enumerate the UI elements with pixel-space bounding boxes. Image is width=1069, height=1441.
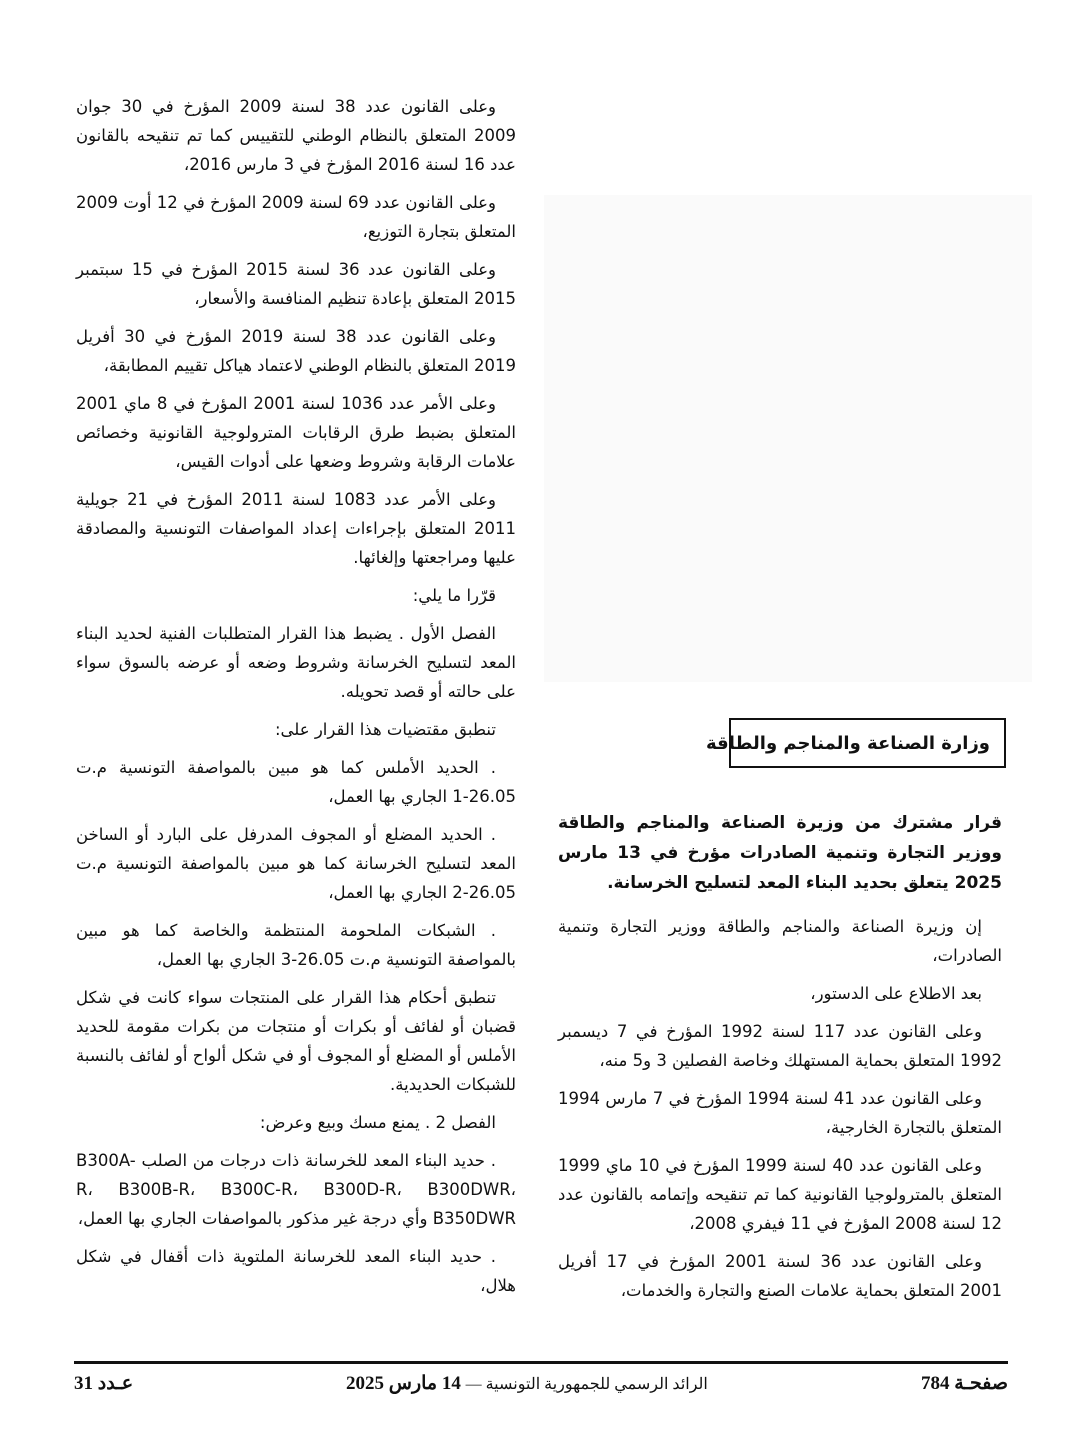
list-item: . حديد البناء المعد للخرسانة ذات درجات من الصلب B300A-R، B300B-R، B300C-R، B300D-R، B300DWR، B350DWR وأي درجة غير مذكور بالمواصفات الجاري بها العمل، bbox=[76, 1151, 516, 1228]
left-column bbox=[76, 92, 516, 1309]
paragraph: وعلى القانون عدد 36 لسنة 2001 المؤرخ في 17 أفريل 2001 المتعلق بحماية علامات الصنع والتجارة والخدمات، bbox=[558, 1252, 1002, 1300]
ministry-box bbox=[706, 718, 1006, 768]
page-footer bbox=[74, 1372, 1008, 1400]
list-item: . الحديد الأملس كما هو مبين بالمواصفة التونسية م.ت 26.05-1 الجاري بها العمل، bbox=[76, 758, 516, 806]
footer-divider bbox=[74, 1361, 1008, 1364]
article-1: الفصل الأول . يضبط هذا القرار المتطلبات الفنية لحديد البناء المعد لتسليح الخرسانة وشروط وضعه أو عرضه بالسوق سواء على حالته أو قصد تحويله. bbox=[76, 624, 516, 701]
paragraph: وعلى القانون عدد 117 لسنة 1992 المؤرخ في 7 ديسمبر 1992 المتعلق بحماية المستهلك وخاصة الفصلين 3 و5 منه، bbox=[558, 1022, 1002, 1070]
paragraph: وعلى الأمر عدد 1083 لسنة 2011 المؤرخ في 21 جويلية 2011 المتعلق بإجراءات إعداد المواصفات التونسية والمصادقة عليها ومراجعتها وإلغائها. bbox=[76, 490, 516, 567]
blank-image-area bbox=[544, 195, 1032, 682]
paragraph: وعلى القانون عدد 40 لسنة 1999 المؤرخ في 10 ماي 1999 المتعلق بالمترولوجيا القانونية كما تم تنقيحه وإتمامه بالقانون عدد 12 لسنة 2008 المؤرخ في 11 فيفري 2008، bbox=[558, 1156, 1002, 1233]
paragraph: وعلى الأمر عدد 1036 لسنة 2001 المؤرخ في 8 ماي 2001 المتعلق بضبط طرق الرقابات المترولوجية القانونية وخصائص علامات الرقابة وشروط وضعها على أدوات القيس، bbox=[76, 394, 516, 471]
list-item: . الشبكات الملحومة المنتظمة والخاصة كما هو مبين بالمواصفة التونسية م.ت 26.05-3 الجاري بها العمل، bbox=[76, 921, 516, 969]
issue-number: عـدد 31 bbox=[74, 1373, 134, 1394]
paragraph: تنطبق أحكام هذا القرار على المنتجات سواء كانت في شكل قضبان أو لفائف أو بكرات أو منتجات من بكرات مقومة للحديد الأملس أو المضلع أو المجوف أو في شكل ألواح أو لفائف بالنسبة للشبكات الحديدية. bbox=[76, 988, 516, 1094]
decree-title: قرار مشترك من وزيرة الصناعة والمناجم والطاقة ووزير التجارة وتنمية الصادرات مؤرخ في 13 مارس 2025 يتعلق بحديد البناء المعد لتسليح الخرسانة. bbox=[558, 813, 1002, 893]
paragraph: تنطبق مقتضيات هذا القرار على: bbox=[274, 720, 496, 739]
right-column bbox=[558, 808, 1002, 1314]
paragraph: وعلى القانون عدد 38 لسنة 2019 المؤرخ في 30 أفريل 2019 المتعلق بالنظام الوطني لاعتماد هياكل تقييم المطابقة، bbox=[76, 327, 516, 375]
article-2: الفصل 2 . يمنع مسك وبيع وعرض: bbox=[259, 1113, 496, 1132]
list-item: . الحديد المضلع أو المجوف المدرفل على البارد أو الساخن المعد لتسليح الخرسانة كما هو مبين بالمواصفة التونسية م.ت 26.05-2 الجاري بها العمل، bbox=[76, 825, 516, 902]
decision-heading: قرّرا ما يلي: bbox=[412, 586, 496, 605]
paragraph: وعلى القانون عدد 41 لسنة 1994 المؤرخ في 7 مارس 1994 المتعلق بالتجارة الخارجية، bbox=[558, 1089, 1002, 1137]
paragraph: وعلى القانون عدد 36 لسنة 2015 المؤرخ في 15 سبتمبر 2015 المتعلق بإعادة تنظيم المنافسة والأسعار، bbox=[76, 260, 516, 308]
ministry-title: وزارة الصناعة والمناجم والطاقة bbox=[706, 732, 990, 754]
gazette-line bbox=[346, 1372, 708, 1395]
paragraph: وعلى القانون عدد 69 لسنة 2009 المؤرخ في 12 أوت 2009 المتعلق بتجارة التوزيع، bbox=[76, 193, 516, 241]
gazette-name: الرائد الرسمي للجمهورية التونسية — bbox=[465, 1376, 708, 1393]
list-item: . حديد البناء المعد للخرسانة الملتوية ذات أقفال في شكل هلال، bbox=[76, 1247, 516, 1295]
paragraph: وعلى القانون عدد 38 لسنة 2009 المؤرخ في 30 جوان 2009 المتعلق بالنظام الوطني للتقييس كما تم تنقيحه بالقانون عدد 16 لسنة 2016 المؤرخ في 3 مارس 2016، bbox=[76, 97, 516, 174]
paragraph: بعد الاطلاع على الدستور، bbox=[810, 984, 982, 1003]
paragraph: إن وزيرة الصناعة والمناجم والطاقة ووزير التجارة وتنمية الصادرات، bbox=[558, 917, 1002, 965]
gazette-date: 14 مارس 2025 bbox=[346, 1373, 461, 1394]
page-number: صفحـة 784 bbox=[920, 1373, 1008, 1394]
